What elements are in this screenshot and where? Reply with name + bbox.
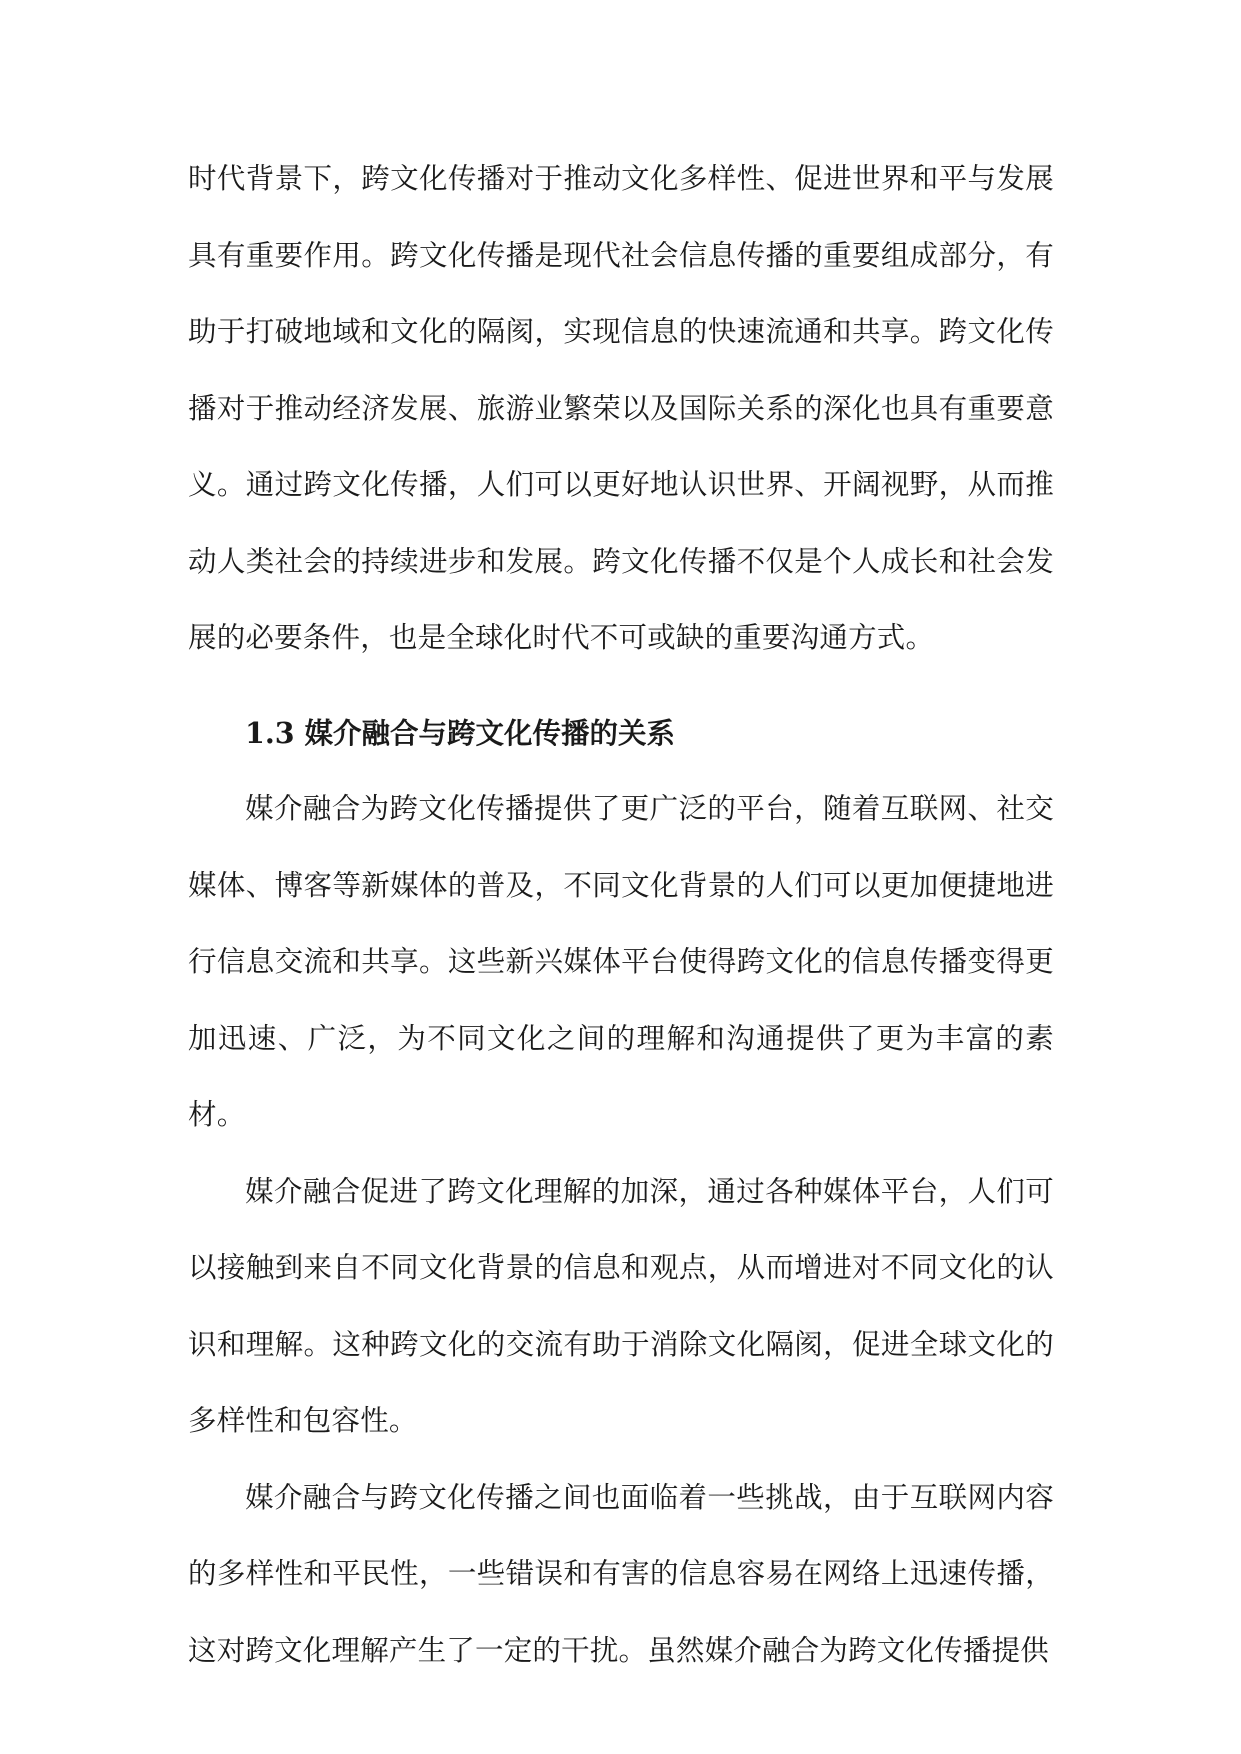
body-paragraph-2: 媒介融合促进了跨文化理解的加深，通过各种媒体平台，人们可以接触到来自不同文化背景的信息和观点，从而增进对不同文化的认识和理解。这种跨文化的交流有助于消除文化隔阂，促进全球文化的多样性和包容性。: [188, 1174, 1054, 1437]
section-heading: 1.3 媒介融合与跨文化传播的关系: [245, 715, 676, 750]
body-paragraph-continued: 时代背景下，跨文化传播对于推动文化多样性、促进世界和平与发展具有重要作用。跨文化传播是现代社会信息传播的重要组成部分，有助于打破地域和文化的隔阂，实现信息的快速流通和共享。跨文化传播对于推动经济发展、旅游业繁荣以及国际关系的深化也具有重要意义。通过跨文化传播，人们可以更好地认识世界、开阔视野，从而推动人类社会的持续进步和发展。跨文化传播不仅是个人成长和社会发展的必要条件，也是全球化时代不可或缺的重要沟通方式。: [188, 162, 1054, 654]
body-paragraph-3: 媒介融合与跨文化传播之间也面临着一些挑战，由于互联网内容的多样性和平民性，一些错误和有害的信息容易在网络上迅速传播，这对跨文化理解产生了一定的干扰。虽然媒介融合为跨文化传播提供: [188, 1480, 1054, 1667]
document-body: [188, 141, 1054, 1689]
body-paragraph-1: 媒介融合为跨文化传播提供了更广泛的平台，随着互联网、社交媒体、博客等新媒体的普及，不同文化背景的人们可以更加便捷地进行信息交流和共享。这些新兴媒体平台使得跨文化的信息传播变得更加迅速、广泛，为不同文化之间的理解和沟通提供了更为丰富的素材。: [188, 792, 1054, 1131]
